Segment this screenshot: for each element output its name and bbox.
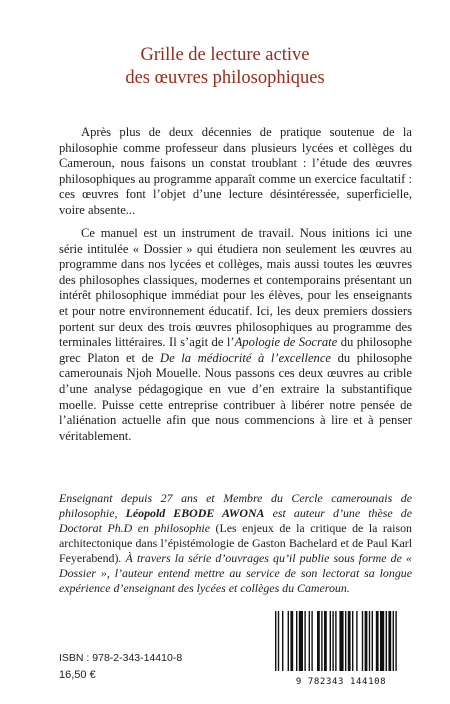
manual-text-2: du philosophe grec Platon et de [59,335,412,365]
bio-text-3: . À travers la série d’ouvrages qu’il publie sous forme de « Dossier », l’auteur entend mettre au service de son lectorat sa longue expérience d’enseignant des lycées et collèges du Cameroun. [59,551,412,595]
barcode-bar [395,611,396,671]
barcode-bar [311,611,312,671]
barcode-bar [296,611,297,671]
author-name: Léopold EBODE AWONA [125,506,265,520]
intro-text: Après plus de deux décennies de pratique soutenue de la philosophie comme professeur dans plusieurs lycées et collèges du Cameroun, nous faisons un constat troublant : l’étude des œuvres philosophiques au programme apparaît comme un exercice facultatif : ces œuvres font l’objet d’une lecture désintéressée, superficielle, voire absente... [59,125,412,217]
barcode-bar [386,611,387,671]
barcode-bar [282,611,283,671]
barcode-bar [365,611,368,671]
barcode-bar [376,611,379,671]
title-line-2: des œuvres philosophiques [125,68,325,88]
barcode-bar [290,611,293,671]
manual-text-3: du philosophe camerounais Njoh Mouelle. Nous passons ces deux œuvres au crible d’une analyse pédagogique en vue d’en extraire la substantifique moelle. Puisse cette entreprise contribuer à libérer notre pensée de l’aliénation actuelle afin que nous commencions à lire et à penser véritablement. [59,350,412,443]
barcode-bar [380,611,384,671]
book-title [0,44,450,90]
barcode-bar [332,611,333,671]
bio-text-1: Enseignant depuis 27 ans et Membre du Cercle camerounais de philosophie, [59,491,412,520]
work-title-mediocrite: De la médiocrité à l’excellence [160,350,332,365]
barcode-bar [299,611,303,671]
barcode-bar [345,611,346,671]
barcode-digits: 9 782343 144108 [295,677,387,687]
barcode-bar [321,611,322,671]
work-title-apologie: Apologie de Socrate [234,335,338,350]
barcode-bar [335,611,336,671]
barcode-bar [317,611,320,671]
barcode-bar [275,611,276,671]
barcode-bar [309,611,310,671]
barcode-bar [388,611,391,671]
author-bio [59,491,412,596]
price-text: 16,50 € [59,669,96,681]
barcode-bar [278,611,279,671]
barcode-bar [362,611,363,671]
manual-paragraph [59,226,412,444]
barcode-bar [339,611,343,671]
barcode-bar [393,611,394,671]
barcode-bar [352,611,353,671]
barcode-bars [267,605,415,677]
barcode-bar [348,611,351,671]
barcode-bar [356,611,357,671]
barcode-bar [324,611,327,671]
thesis-title: (Les enjeux de la critique de la raison architectonique dans l’épistémologie de Gaston Bachelard et de Paul Karl Feyerabend) [59,521,412,565]
intro-paragraph [59,125,412,219]
barcode-bar [288,611,289,671]
barcode-bar [304,611,305,671]
barcode-bar [369,611,370,671]
isbn-text: ISBN : 978-2-343-14410-8 [59,652,183,664]
barcode-bar [372,611,373,671]
title-line-1: Grille de lecture active [140,45,310,65]
manual-text-1: Ce manuel est un instrument de travail. Nous initions ici une série intitulée « Dossier » qui étudiera non seulement les œuvres au programme dans nos lycées et collèges, mais aussi toutes les œuvres des philosophes classiques, modernes et contemporains présentant un intérêt philosophique immédiat pour les élèves, pour les enseignants et pour notre environnement éducatif. Ici, les deux premiers dossiers portent sur deux des trois œuvres philosophiques au programme des terminales littéraires. Il s’agit de l’ [59,226,412,350]
bio-text-2: est auteur d’une thèse de Doctorat Ph.D en philosophie [59,506,412,535]
barcode [267,605,415,689]
barcode-bar [330,611,331,671]
